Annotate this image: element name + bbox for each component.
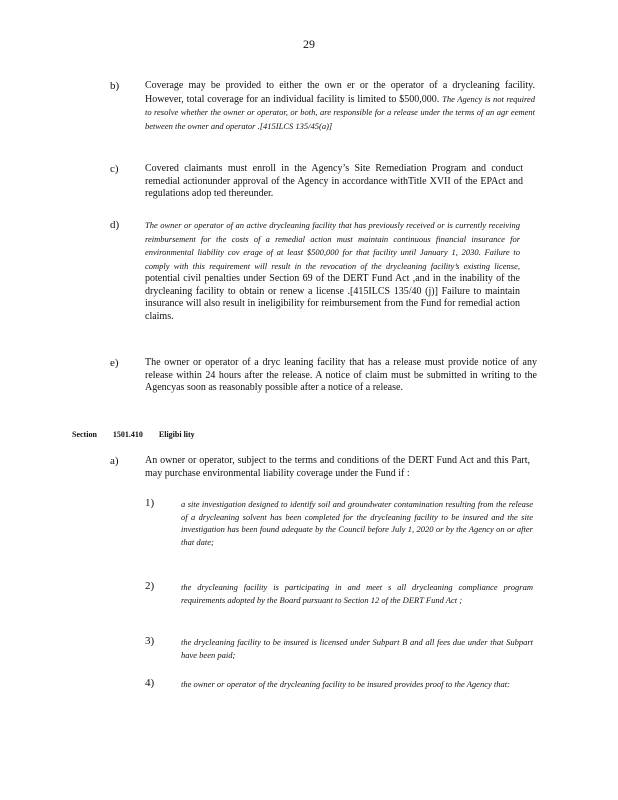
subitem-label-2: 2) <box>145 580 155 592</box>
sub-a-text: An owner or operator, subject to the terms and conditions of the DERT Fund Act and this Part, may purchase environmental liability coverage under the Fund if : <box>145 455 530 479</box>
sub-a-label: a) <box>110 455 119 467</box>
item-b-italic-text: The Agency is not required to resolve whether the owner or operator, or both, are responsible for a release under the terms of an agr eement between the owner and operator .[415ILCS 135/45(a)] <box>145 93 535 131</box>
section-title: Eligibi lity <box>158 430 195 439</box>
subitem-3-text: the drycleaning facility to be insured is licensed under Subpart B and all fees due under that Subpart have been paid; <box>181 637 533 660</box>
item-d-italic-text: The owner or operator of an active drycleaning facility that has previously received or is currently receiving reimbursement for the costs of a remedial action must maintain continuous financial insurance for environmental liability cov erage of at least $500,000 for that facility until January 1, 2030. Failure to comply with this requirement will result in the revocation of the drycleaning facility’s existing license, <box>145 220 520 271</box>
subitem-label-4: 4) <box>145 677 155 689</box>
item-label-b: b) <box>110 80 120 92</box>
subitem-3 <box>181 636 533 661</box>
item-e <box>145 357 537 395</box>
section-word: Section <box>72 430 97 439</box>
item-label-e: e) <box>110 357 119 369</box>
subitem-2-text: the drycleaning facility is participating in and meet s all drycleaning compliance program requirements adopted by the Board pursuant to Section 12 of the DERT Fund Act ; <box>181 582 533 605</box>
subitem-1 <box>181 498 533 548</box>
item-c <box>145 163 523 201</box>
subitem-label-3: 3) <box>145 635 155 647</box>
section-number: 1501.410 <box>112 430 143 439</box>
sub-a <box>145 455 530 480</box>
subitem-1-text: a site investigation designed to identify soil and groundwater contamination resulting from the release of a drycleaning solvent has been completed for the drycleaning facility to be insured and the site investigation has been found adequate by the Council before July 1, 2020 or by the Agency on or after that date; <box>181 499 533 547</box>
item-label-d: d) <box>110 219 120 231</box>
item-label-c: c) <box>110 163 119 175</box>
item-d <box>145 219 520 323</box>
item-b <box>145 80 535 133</box>
section-heading <box>72 430 209 439</box>
item-e-text: The owner or operator of a dryc leaning facility that has a release must provide notice of any release within 24 hours after the release. A notice of claim must be submitted in writing to the Agencyas soon as reasonably possible after a notice of a release. <box>145 357 537 393</box>
item-d-text: potential civil penalties under Section 69 of the DERT Fund Act ,and in the inability of the drycleaning facility to obtain or renew a license .[415ILCS 135/40 (j)] Failure to maintain insurance will also result in ineligibility for reimbursement from the Fund for remedial action claims. <box>145 273 520 322</box>
item-b-text: Coverage may be provided to either the own er or the operator of a drycleaning facility. However, total coverage for an individual facility is limited to $500,000. <box>145 80 535 105</box>
subitem-4 <box>181 678 533 691</box>
subitem-label-1: 1) <box>145 497 155 509</box>
item-c-text: Covered claimants must enroll in the Agency’s Site Remediation Program and conduct remedial actionunder approval of the Agency in accordance withTitle XVII of the EPAct and regulations adop ted thereunder. <box>145 163 523 199</box>
subitem-2 <box>181 581 533 606</box>
subitem-4-text: the owner or operator of the drycleaning facility to be insured provides proof to the Agency that: <box>181 679 510 689</box>
page-number: 29 <box>303 37 315 51</box>
